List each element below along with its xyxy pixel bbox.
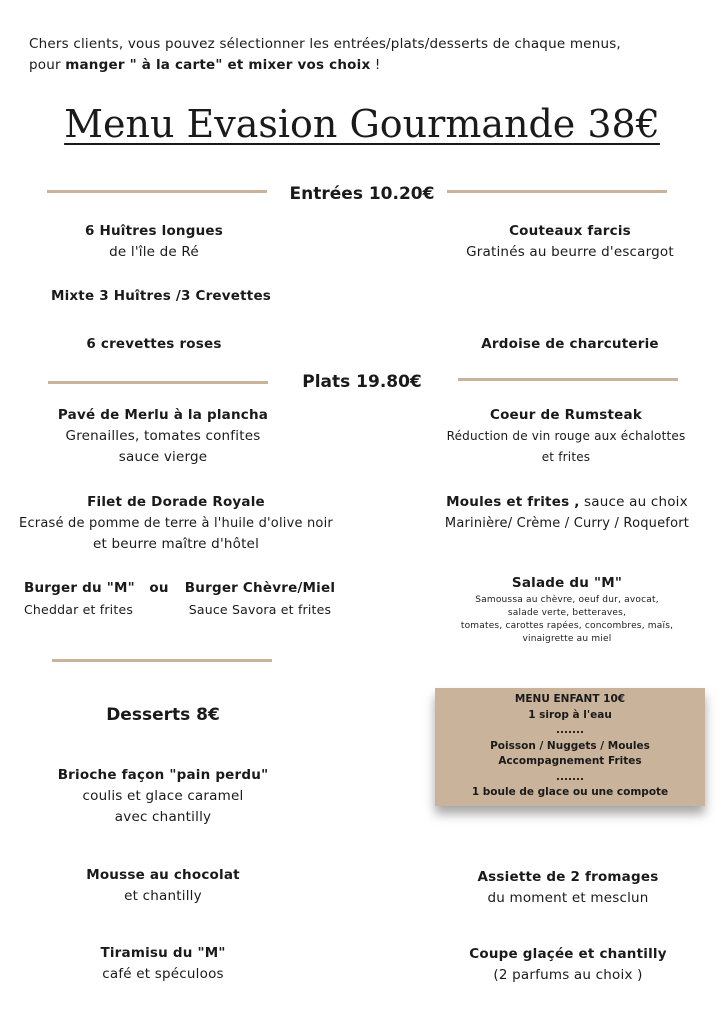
menu-item: Mixte 3 Huîtres /3 Crevettes [50, 288, 272, 304]
intro-line-2: pour manger " à la carte" et mixer vos choix ! [29, 57, 381, 73]
menu-item: Filet de Dorade Royale Ecrasé de pomme de terre à l'huile d'olive noir et beurre maître d'hôtel [19, 494, 333, 552]
intro-line-1: Chers clients, vous pouvez sélectionner les entrées/plats/desserts de chaque menus, [29, 36, 621, 52]
intro-bold: manger " à la carte" et mixer vos choix [65, 57, 371, 73]
section-heading-plats: Plats 19.80€ [302, 372, 422, 392]
menu-item: Mousse au chocolat et chantilly [86, 867, 240, 904]
menu-item: Burger du "M" Cheddar et frites [24, 580, 135, 617]
section-heading-desserts: Desserts 8€ [106, 705, 220, 725]
divider [48, 381, 268, 384]
menu-title: Menu Evasion Gourmande 38€ [64, 102, 660, 146]
divider [52, 659, 272, 662]
menu-item: Brioche façon "pain perdu" coulis et glace caramel avec chantilly [57, 767, 269, 825]
menu-item: Ardoise de charcuterie [481, 336, 659, 352]
divider [47, 190, 267, 193]
menu-item: Burger Chèvre/Miel Sauce Savora et frites [184, 580, 336, 617]
menu-item: Coupe glaçée et chantilly (2 parfums au choix ) [469, 946, 667, 983]
menu-item: Tiramisu du "M" café et spéculoos [100, 945, 226, 982]
menu-item: Coeur de Rumsteak Réduction de vin rouge aux échalottes et frites [446, 407, 686, 464]
section-heading-entrees: Entrées 10.20€ [289, 184, 435, 204]
or-label: ou [149, 580, 169, 596]
menu-item: Pavé de Merlu à la plancha Grenailles, tomates confites sauce vierge [57, 407, 269, 465]
menu-item: Assiette de 2 fromages du moment et mesclun [477, 869, 659, 906]
divider [458, 378, 678, 381]
menu-item: 6 crevettes roses [86, 336, 222, 352]
intro-text [29, 34, 709, 76]
menu-item: Couteaux farcis Gratinés au beurre d'escargot [466, 223, 674, 260]
menu-item: Salade du "M" Samoussa au chèvre, oeuf dur, avocat, salade verte, betteraves, tomates, carottes rapées, concombres, maïs, vinaigrette au miel [460, 575, 674, 644]
menu-item: 6 Huîtres longues de l'île de Ré [84, 223, 223, 260]
menu-item: Moules et frites , sauce au choix Marinière/ Crème / Curry / Roquefort [444, 494, 690, 531]
kids-menu-box: MENU ENFANT 10€ 1 sirop à l'eau ....... Poisson / Nuggets / Moules Accompagnement Frites ....... 1 boule de glace ou une compote [435, 688, 705, 806]
divider [447, 190, 667, 193]
